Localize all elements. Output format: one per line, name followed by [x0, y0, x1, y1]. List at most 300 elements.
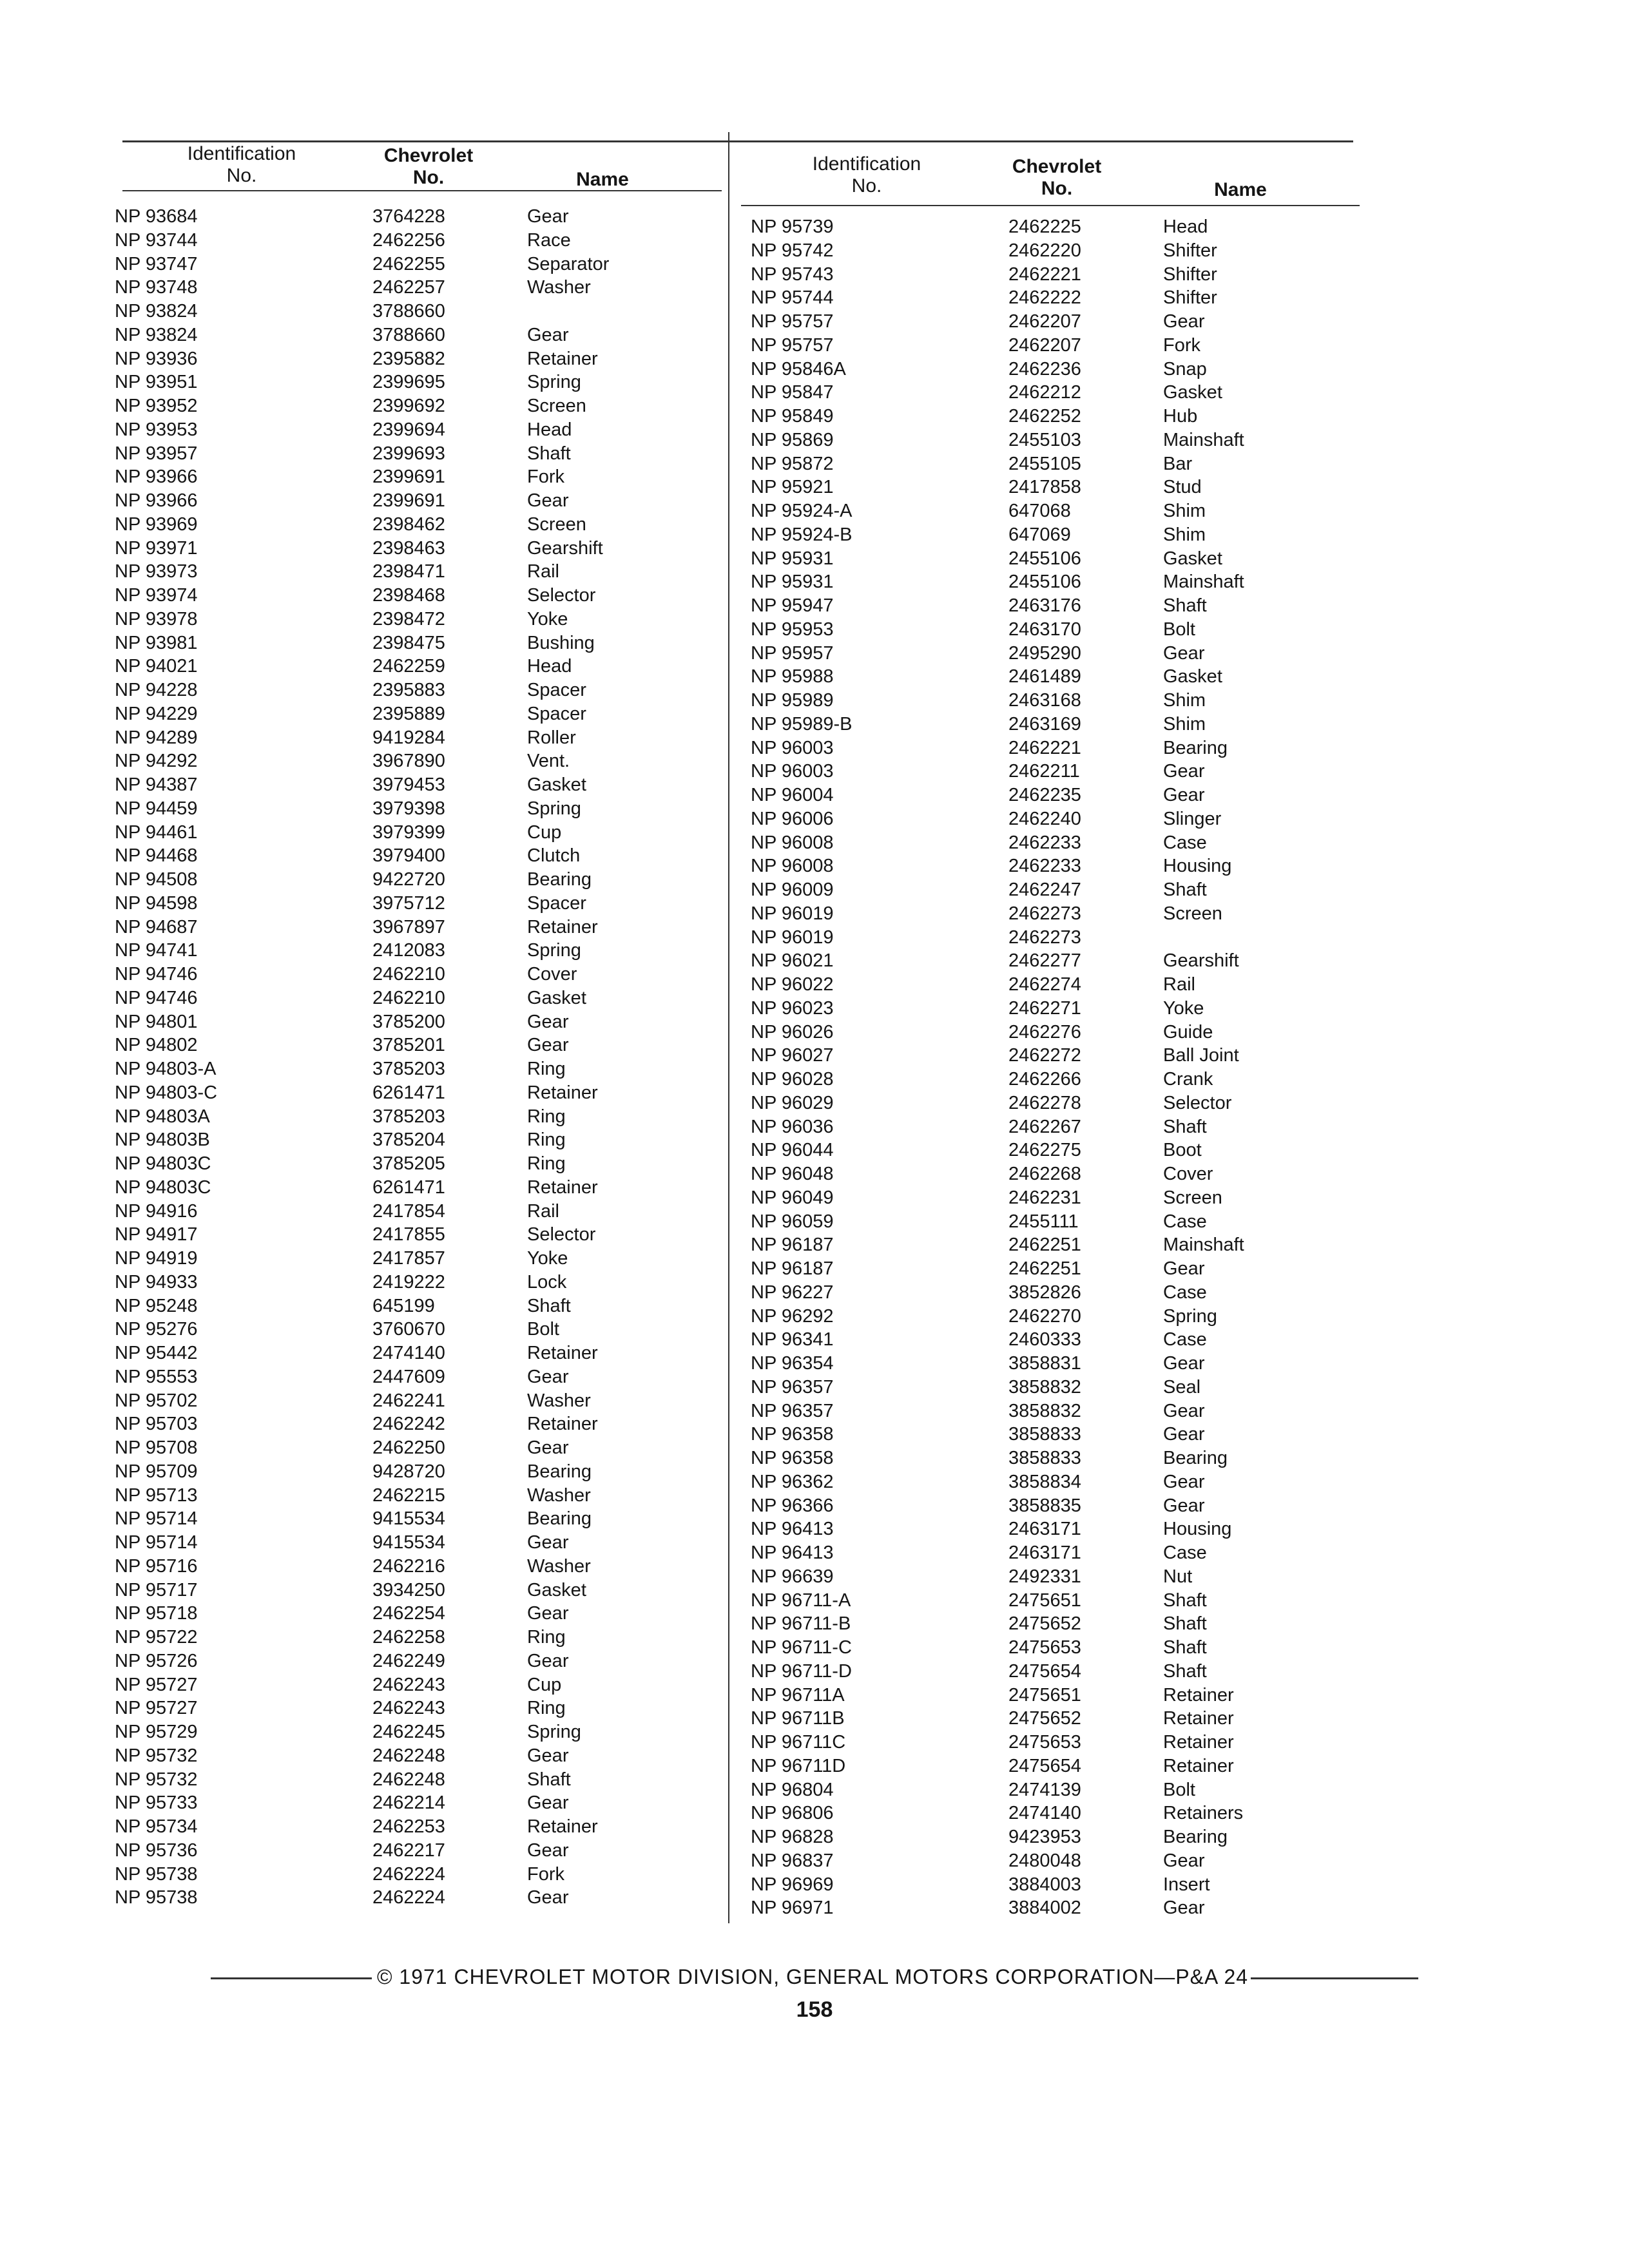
chevrolet-number: 3979453 — [372, 774, 445, 795]
chevrolet-number: 2447609 — [372, 1366, 445, 1387]
table-row — [115, 916, 695, 939]
identification-number: NP 95729 — [115, 1722, 198, 1742]
identification-number: NP 95931 — [751, 548, 834, 569]
table-row — [751, 263, 1331, 287]
chevrolet-number: 3785204 — [372, 1129, 445, 1151]
header-left-chevrolet: Chevrolet No. — [383, 145, 474, 188]
identification-number: NP 95722 — [115, 1627, 198, 1648]
table-row — [115, 631, 695, 655]
header-right-identification: Identification No. — [812, 153, 921, 197]
identification-number: NP 95957 — [751, 642, 834, 664]
chevrolet-number: 2399692 — [372, 396, 445, 416]
table-row — [751, 1778, 1331, 1802]
chevrolet-number: 2455103 — [1008, 429, 1081, 450]
chevrolet-number: 2462248 — [372, 1769, 445, 1790]
chevrolet-number: 2475651 — [1008, 1684, 1081, 1706]
identification-number: NP 96227 — [751, 1282, 834, 1303]
identification-number: NP 95248 — [115, 1295, 198, 1316]
part-name: Spring — [527, 372, 581, 393]
chevrolet-number: 2462233 — [1008, 832, 1081, 853]
part-name: Bearing — [527, 1508, 592, 1530]
table-row — [751, 405, 1331, 428]
table-row — [115, 702, 695, 726]
chevrolet-number: 2462276 — [1008, 1021, 1081, 1043]
identification-number: NP 95872 — [751, 453, 834, 474]
chevrolet-number: 3858833 — [1008, 1448, 1081, 1468]
identification-number: NP 96059 — [751, 1211, 834, 1232]
part-name: Separator — [527, 253, 610, 274]
chevrolet-number: 3788660 — [372, 301, 445, 322]
chevrolet-number: 2399695 — [372, 372, 445, 393]
table-row — [751, 713, 1331, 736]
part-name: Shifter — [1163, 240, 1217, 261]
chevrolet-number: 2474139 — [1008, 1779, 1081, 1800]
identification-number: NP 95924-B — [751, 524, 853, 545]
part-name: Spacer — [527, 703, 586, 724]
part-name: Gear — [1163, 761, 1205, 782]
part-name: Bearing — [1163, 1827, 1228, 1847]
identification-number: NP 94803C — [115, 1153, 211, 1174]
chevrolet-number: 2463171 — [1008, 1542, 1081, 1563]
part-name: Gear — [527, 1603, 569, 1624]
table-row — [115, 844, 695, 868]
part-name: Shaft — [1163, 1660, 1207, 1682]
table-row — [751, 1896, 1331, 1920]
table-row — [751, 642, 1331, 666]
table-row — [115, 1033, 695, 1057]
header-right-chevrolet: Chevrolet No. — [1012, 156, 1102, 199]
part-name: Cover — [1163, 1164, 1213, 1184]
chevrolet-number: 2475653 — [1008, 1732, 1081, 1753]
part-name: Head — [1163, 216, 1208, 237]
part-name: Gearshift — [1163, 950, 1239, 972]
part-name: Retainer — [527, 1177, 598, 1198]
part-name: Washer — [527, 1555, 591, 1577]
table-row — [115, 394, 695, 418]
table-row — [751, 1589, 1331, 1613]
identification-number: NP 96022 — [751, 974, 834, 995]
identification-number: NP 93969 — [115, 514, 198, 535]
part-name: Lock — [527, 1271, 567, 1293]
part-name: Case — [1163, 832, 1207, 853]
part-name: Ring — [527, 1627, 566, 1648]
part-name: Housing — [1163, 1519, 1232, 1540]
chevrolet-number: 3852826 — [1008, 1282, 1081, 1303]
chevrolet-number: 2462210 — [372, 964, 445, 985]
part-name: Cup — [527, 822, 562, 843]
part-name: Gear — [527, 324, 569, 345]
table-row — [751, 973, 1331, 997]
chevrolet-number: 2399694 — [372, 419, 445, 440]
chevrolet-number: 2474140 — [1008, 1803, 1081, 1824]
part-name: Gear — [527, 1745, 569, 1766]
chevrolet-number: 2475654 — [1008, 1755, 1081, 1776]
part-name: Shaft — [1163, 1590, 1207, 1611]
identification-number: NP 96008 — [751, 832, 834, 853]
part-name: Ring — [527, 1059, 566, 1079]
table-row — [751, 736, 1331, 760]
identification-number: NP 96362 — [751, 1471, 834, 1492]
part-name: Bolt — [527, 1319, 559, 1340]
chevrolet-number: 2475652 — [1008, 1708, 1081, 1729]
chevrolet-number: 2462251 — [1008, 1258, 1081, 1279]
identification-number: NP 94598 — [115, 892, 198, 914]
part-name: Bearing — [527, 869, 592, 890]
identification-number: NP 96023 — [751, 997, 834, 1019]
table-row — [115, 1531, 695, 1555]
part-name: Ring — [527, 1129, 566, 1151]
identification-number: NP 94803-C — [115, 1082, 218, 1103]
chevrolet-number: 2398472 — [372, 608, 445, 629]
identification-number: NP 94687 — [115, 916, 198, 937]
identification-number: NP 93981 — [115, 632, 198, 653]
table-row — [751, 1257, 1331, 1281]
chevrolet-number: 2455106 — [1008, 572, 1081, 593]
chevrolet-number: 3858831 — [1008, 1353, 1081, 1374]
identification-number: NP 94228 — [115, 680, 198, 700]
table-row — [751, 902, 1331, 926]
chevrolet-number: 2475654 — [1008, 1660, 1081, 1682]
table-row — [751, 1399, 1331, 1423]
header-rule-right — [741, 205, 1360, 206]
chevrolet-number: 2462248 — [372, 1745, 445, 1766]
table-row — [115, 276, 695, 300]
part-name: Gasket — [1163, 548, 1222, 569]
table-row — [751, 878, 1331, 902]
identification-number: NP 94746 — [115, 987, 198, 1008]
identification-number: NP 94461 — [115, 822, 198, 843]
part-name: Gear — [527, 1532, 569, 1553]
identification-number: NP 96049 — [751, 1187, 834, 1208]
header-right-name: Name — [1214, 179, 1267, 200]
table-row — [751, 1186, 1331, 1210]
part-name: Gear — [527, 1437, 569, 1458]
part-name: Retainer — [527, 1414, 598, 1435]
part-name: Mainshaft — [1163, 429, 1244, 450]
table-row — [751, 286, 1331, 310]
part-name: Gear — [527, 206, 569, 227]
chevrolet-number: 2417854 — [372, 1200, 445, 1222]
part-name: Head — [527, 419, 572, 440]
table-row — [751, 1281, 1331, 1305]
part-name: Boot — [1163, 1140, 1202, 1161]
identification-number: NP 95709 — [115, 1461, 198, 1482]
chevrolet-number: 2492331 — [1008, 1566, 1081, 1587]
identification-number: NP 96711D — [751, 1755, 846, 1776]
chevrolet-number: 2462247 — [1008, 879, 1081, 900]
identification-number: NP 95717 — [115, 1579, 198, 1600]
part-name: Gear — [527, 1011, 569, 1032]
table-row — [751, 1068, 1331, 1091]
identification-number: NP 96187 — [751, 1258, 834, 1279]
part-name: Crank — [1163, 1069, 1213, 1090]
part-name: Rail — [527, 561, 559, 582]
table-row — [751, 1305, 1331, 1329]
identification-number: NP 95276 — [115, 1319, 198, 1340]
chevrolet-number: 3785200 — [372, 1011, 445, 1032]
table-row — [751, 1660, 1331, 1684]
identification-number: NP 95989-B — [751, 713, 853, 735]
identification-number: NP 93966 — [115, 490, 198, 511]
table-row — [751, 783, 1331, 807]
part-name: Insert — [1163, 1874, 1210, 1895]
table-row — [751, 1802, 1331, 1825]
table-row — [115, 1673, 695, 1697]
table-row — [115, 300, 695, 323]
chevrolet-number: 2475653 — [1008, 1637, 1081, 1658]
table-row — [751, 215, 1331, 239]
part-name: Housing — [1163, 856, 1232, 877]
identification-number: NP 95727 — [115, 1674, 198, 1695]
table-row — [751, 1423, 1331, 1446]
chevrolet-number: 3934250 — [372, 1579, 445, 1600]
table-row — [115, 939, 695, 963]
table-row — [115, 892, 695, 916]
table-row — [751, 1233, 1331, 1257]
identification-number: NP 95947 — [751, 595, 834, 616]
table-row — [115, 1602, 695, 1626]
table-row — [751, 949, 1331, 973]
chevrolet-number: 2460333 — [1008, 1329, 1081, 1350]
part-name: Selector — [1163, 1092, 1232, 1113]
part-name: Spring — [527, 798, 581, 819]
identification-number: NP 94292 — [115, 751, 198, 772]
chevrolet-number: 2462240 — [1008, 808, 1081, 829]
identification-number: NP 93744 — [115, 229, 198, 251]
table-row — [115, 821, 695, 845]
part-name: Roller — [527, 727, 576, 748]
identification-number: NP 94508 — [115, 869, 198, 890]
identification-number: NP 93971 — [115, 537, 198, 559]
chevrolet-number: 2462224 — [372, 1863, 445, 1885]
part-name: Hub — [1163, 406, 1198, 427]
part-name: Gear — [1163, 1471, 1205, 1492]
table-row — [115, 1484, 695, 1508]
table-row — [751, 1825, 1331, 1849]
copyright-footer — [0, 1965, 1629, 1989]
identification-number: NP 95757 — [751, 334, 834, 356]
table-row — [115, 1271, 695, 1294]
table-row — [115, 1744, 695, 1768]
chevrolet-number: 2462270 — [1008, 1305, 1081, 1327]
part-name: Retainer — [1163, 1684, 1234, 1706]
chevrolet-number: 3979400 — [372, 845, 445, 867]
table-row — [115, 1152, 695, 1176]
chevrolet-number: 2462207 — [1008, 334, 1081, 356]
table-row — [751, 1636, 1331, 1660]
table-row — [115, 986, 695, 1010]
table-row — [115, 347, 695, 371]
part-name: Shim — [1163, 713, 1206, 735]
table-row — [751, 1376, 1331, 1399]
part-name: Washer — [527, 1390, 591, 1411]
part-name: Gasket — [1163, 666, 1222, 687]
part-name: Yoke — [527, 1248, 568, 1269]
part-name: Gear — [1163, 1353, 1205, 1374]
table-row — [751, 1139, 1331, 1162]
part-name: Fork — [527, 466, 564, 488]
chevrolet-number: 3785201 — [372, 1035, 445, 1056]
chevrolet-number: 2475652 — [1008, 1613, 1081, 1635]
chevrolet-number: 2463168 — [1008, 690, 1081, 711]
chevrolet-number: 2462267 — [1008, 1116, 1081, 1137]
chevrolet-number: 2417857 — [372, 1248, 445, 1269]
identification-number: NP 96004 — [751, 785, 834, 805]
chevrolet-number: 2462236 — [1008, 358, 1081, 380]
table-row — [115, 1365, 695, 1389]
chevrolet-number: 645199 — [372, 1295, 435, 1316]
chevrolet-number: 2463170 — [1008, 619, 1081, 640]
part-name: Case — [1163, 1211, 1207, 1232]
table-row — [751, 926, 1331, 950]
table-row — [115, 1791, 695, 1815]
identification-number: NP 96357 — [751, 1376, 834, 1398]
table-row — [751, 476, 1331, 499]
chevrolet-number: 2462242 — [372, 1414, 445, 1435]
chevrolet-number: 647069 — [1008, 524, 1071, 545]
table-row — [751, 1021, 1331, 1044]
identification-number: NP 95736 — [115, 1840, 198, 1861]
table-row — [751, 310, 1331, 334]
table-row — [115, 678, 695, 702]
table-row — [115, 1649, 695, 1673]
chevrolet-number: 2455111 — [1008, 1211, 1079, 1232]
identification-number: NP 96187 — [751, 1235, 834, 1256]
part-name: Case — [1163, 1542, 1207, 1563]
table-row — [751, 1044, 1331, 1068]
identification-number: NP 94803B — [115, 1129, 210, 1151]
chevrolet-number: 2398475 — [372, 632, 445, 653]
table-row — [115, 726, 695, 750]
chevrolet-number: 2462216 — [372, 1555, 445, 1577]
part-name: Fork — [527, 1863, 564, 1885]
part-name: Retainer — [1163, 1755, 1234, 1776]
identification-number: NP 96804 — [751, 1779, 834, 1800]
chevrolet-number: 2462254 — [372, 1603, 445, 1624]
part-name: Screen — [1163, 1187, 1222, 1208]
header-left-identification: Identification No. — [187, 143, 296, 186]
part-name: Gear — [527, 1887, 569, 1908]
identification-number: NP 95744 — [751, 287, 834, 309]
identification-number: NP 96711-A — [751, 1590, 851, 1611]
part-name: Spacer — [527, 680, 586, 700]
table-row — [115, 1176, 695, 1200]
part-name: Shaft — [527, 1769, 571, 1790]
part-name: Rail — [527, 1200, 559, 1222]
table-row — [115, 442, 695, 466]
identification-number: NP 95718 — [115, 1603, 198, 1624]
part-name: Ring — [527, 1106, 566, 1127]
part-name: Seal — [1163, 1376, 1201, 1398]
chevrolet-number: 2462249 — [372, 1650, 445, 1671]
table-row — [751, 1210, 1331, 1234]
chevrolet-number: 2462256 — [372, 229, 445, 251]
part-name: Bearing — [1163, 737, 1228, 758]
table-row — [751, 854, 1331, 878]
table-row — [115, 773, 695, 797]
chevrolet-number: 2462211 — [1008, 761, 1080, 782]
part-name: Bolt — [1163, 619, 1195, 640]
chevrolet-number: 3884002 — [1008, 1898, 1081, 1919]
part-name: Gear — [1163, 785, 1205, 805]
identification-number: NP 96828 — [751, 1827, 834, 1847]
chevrolet-number: 2412083 — [372, 940, 445, 961]
identification-number: NP 94803A — [115, 1106, 210, 1127]
chevrolet-number: 2461489 — [1008, 666, 1081, 687]
part-name: Spring — [527, 1722, 581, 1742]
identification-number: NP 95714 — [115, 1532, 198, 1553]
table-row — [751, 1612, 1331, 1636]
chevrolet-number: 3858834 — [1008, 1471, 1081, 1492]
part-name: Shaft — [1163, 1613, 1207, 1635]
chevrolet-number: 2462252 — [1008, 406, 1081, 427]
chevrolet-number: 9423953 — [1008, 1827, 1081, 1847]
chevrolet-number: 2462241 — [372, 1390, 445, 1411]
chevrolet-number: 2462272 — [1008, 1045, 1081, 1066]
identification-number: NP 95732 — [115, 1769, 198, 1790]
chevrolet-number: 2462250 — [372, 1437, 445, 1458]
table-row — [115, 1863, 695, 1887]
table-row — [115, 608, 695, 631]
identification-number: NP 96292 — [751, 1305, 834, 1327]
identification-number: NP 95849 — [751, 406, 834, 427]
part-name: Yoke — [1163, 997, 1204, 1019]
table-row — [751, 1352, 1331, 1376]
chevrolet-number: 2462275 — [1008, 1140, 1081, 1161]
chevrolet-number: 2462274 — [1008, 974, 1081, 995]
table-row — [751, 1517, 1331, 1541]
chevrolet-number: 2417855 — [372, 1224, 445, 1245]
identification-number: NP 95988 — [751, 666, 834, 687]
part-name: Gear — [1163, 642, 1205, 664]
chevrolet-number: 2462221 — [1008, 737, 1081, 758]
chevrolet-number: 3979398 — [372, 798, 445, 819]
part-name: Screen — [527, 396, 586, 416]
table-row — [751, 1115, 1331, 1139]
identification-number: NP 96969 — [751, 1874, 834, 1895]
table-row — [751, 1091, 1331, 1115]
table-row — [751, 1541, 1331, 1565]
table-row — [115, 1839, 695, 1863]
part-name: Gasket — [527, 987, 586, 1008]
identification-number: NP 95921 — [751, 477, 834, 498]
chevrolet-number: 2462266 — [1008, 1069, 1081, 1090]
identification-number: NP 96354 — [751, 1353, 834, 1374]
part-name: Bearing — [1163, 1448, 1228, 1468]
part-name: Gear — [527, 1840, 569, 1861]
identification-number: NP 94741 — [115, 940, 198, 961]
identification-number: NP 93966 — [115, 466, 198, 488]
identification-number: NP 96413 — [751, 1542, 834, 1563]
part-name: Snap — [1163, 358, 1207, 380]
chevrolet-number: 2395883 — [372, 680, 445, 700]
part-name: Guide — [1163, 1021, 1213, 1043]
part-name: Screen — [527, 514, 586, 535]
chevrolet-number: 2462255 — [372, 253, 445, 274]
chevrolet-number: 2398471 — [372, 561, 445, 582]
part-name: Ring — [527, 1153, 566, 1174]
chevrolet-number: 2462215 — [372, 1485, 445, 1506]
identification-number: NP 96711A — [751, 1684, 845, 1706]
identification-number: NP 94387 — [115, 774, 198, 795]
identification-number: NP 94801 — [115, 1011, 198, 1032]
chevrolet-number: 9415534 — [372, 1508, 445, 1530]
table-row — [751, 1707, 1331, 1731]
identification-number: NP 93952 — [115, 396, 198, 416]
part-name: Shaft — [1163, 1116, 1207, 1137]
part-name: Yoke — [527, 608, 568, 629]
table-row — [115, 418, 695, 442]
